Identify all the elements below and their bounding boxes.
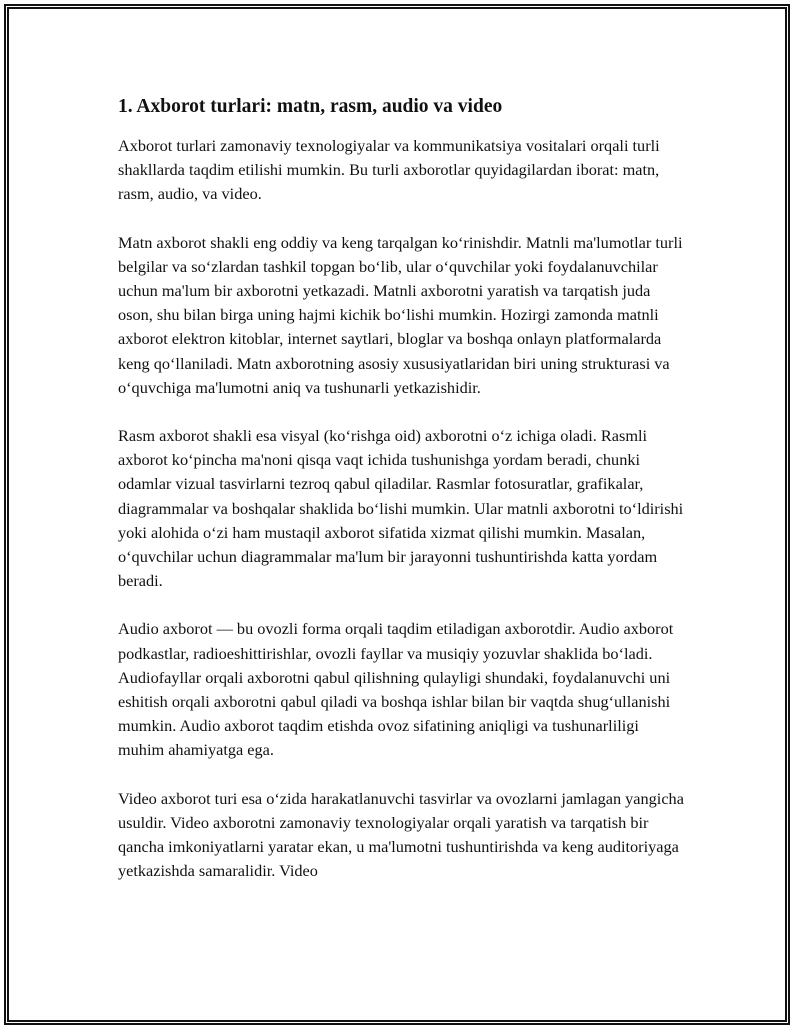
paragraph-audio: Audio axborot — bu ovozli forma orqali taqdim etiladigan axborotdir. Audio axborot podkastlar, radioeshittirishlar, ovozli fayllar va musiqiy yozuvlar shaklida bo‘ladi. Audiofayllar orqali axborotni qabul qilishning qulayligi shundaki, foydalanuvchi uni eshitish orqali axborotni qabul qiladi va boshqa ishlar bilan bir vaqtda shug‘ullanishi mumkin. Audio axborot taqdim etishda ovoz sifatining aniqligi va tushunarliligi muhim ahamiyatga ega. <box>118 619 674 760</box>
section-heading: 1. Axborot turlari: matn, rasm, audio va video <box>118 96 503 117</box>
paragraph-text: Matn axborot shakli eng oddiy va keng tarqalgan ko‘rinishdir. Matnli ma'lumotlar turli belgilar va so‘zlardan tashkil topgan bo‘lib, ular o‘quvchilar yoki foydalanuvchilar uchun ma'lum bir axborotni yetkazadi. Matnli axborotni yaratish va tarqatish juda oson, shu bilan birga uning hajmi kichik bo‘lishi mumkin. Hozirgi zamonda matnli axborot elektron kitoblar, internet saytlari, bloglar va boshqa onlayn platformalarda keng qo‘llaniladi. Matn axborotning asosiy xususiyatlaridan biri uning strukturasi va o‘quvchiga ma'lumotni aniq va tushunarli yetkazishidir. <box>118 232 683 397</box>
document-body <box>118 94 688 907</box>
paragraph-intro: Axborot turlari zamonaviy texnologiyalar va kommunikatsiya vositalari orqali turli shakllarda taqdim etilishi mumkin. Bu turli axborotlar quyidagilardan iborat: matn, rasm, audio, va video. <box>118 136 660 204</box>
paragraph-video: Video axborot turi esa o‘zida harakatlanuvchi tasvirlar va ovozlarni jamlagan yangicha usuldir. Video axborotni zamonaviy texnologiyalar orqali yaratish va tarqatish bir qancha imkoniyatlarni yaratar ekan, u ma'lumotni tushuntirishda va keng auditoriyaga yetkazishda samaralidir. Video <box>118 788 684 881</box>
paragraph-image: Rasm axborot shakli esa visyal (ko‘rishga oid) axborotni o‘z ichiga oladi. Rasmli axborot ko‘pincha ma'noni qisqa vaqt ichida tushunishga yordam beradi, chunki odamlar vizual tasvirlarni tezroq qabul qiladilar. Rasmlar fotosuratlar, grafikalar, diagrammalar va boshqalar shaklida bo‘lishi mumkin. Ular matnli axborotni to‘ldirishi yoki alohida o‘zi ham mustaqil axborot sifatida xizmat qilishi mumkin. Masalan, o‘quvchilar uchun diagrammalar ma'lum bir jarayonni tushuntirishda katta yordam beradi. <box>118 426 684 591</box>
